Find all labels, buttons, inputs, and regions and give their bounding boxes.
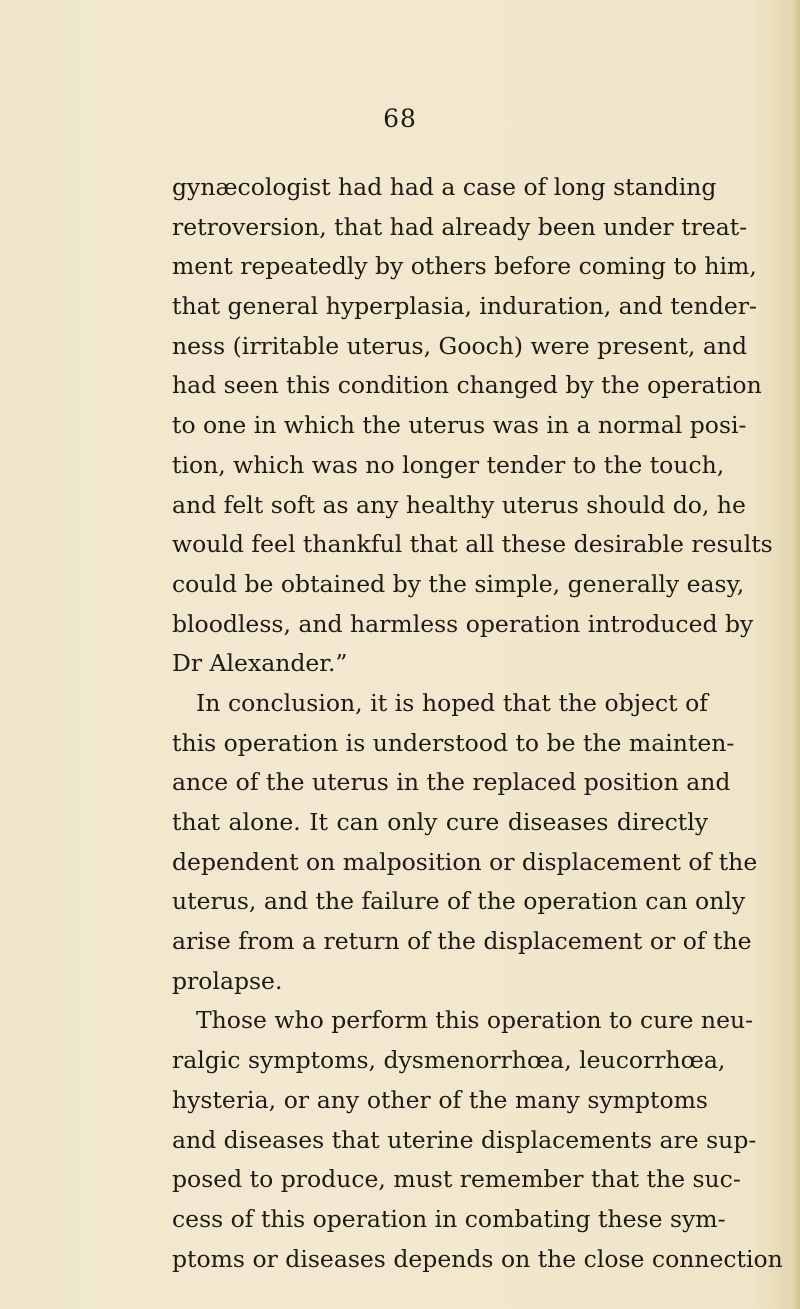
text-line: gynæcologist had had a case of long standing bbox=[172, 173, 717, 201]
text-line: uterus, and the failure of the operation can only bbox=[172, 887, 746, 916]
text-line: could be obtained by the simple, generally easy, bbox=[172, 569, 745, 598]
text-line: arise from a return of the displacement or of the bbox=[172, 927, 752, 956]
text-line: ance of the uterus in the replaced position and bbox=[172, 768, 731, 797]
text-line: hysteria, or any other of the many symptoms bbox=[172, 1085, 708, 1114]
text-line: In conclusion, it is hoped that the object of bbox=[196, 688, 708, 717]
text-line: prolapse. bbox=[172, 966, 283, 995]
body-text bbox=[172, 168, 783, 1279]
page-number: 68 bbox=[383, 104, 417, 133]
text-line: ralgic symptoms, dysmenorrhœa, leucorrhœa, bbox=[172, 1046, 726, 1075]
text-line: that alone. It can only cure diseases directly bbox=[172, 808, 708, 836]
text-line: Those who perform this operation to cure neu- bbox=[196, 1006, 754, 1035]
text-line: retroversion, that had already been under treat- bbox=[172, 212, 748, 241]
text-line: and diseases that uterine displacements are sup- bbox=[172, 1125, 757, 1154]
page-edge bbox=[792, 0, 800, 1309]
text-line: posed to produce, must remember that the suc- bbox=[172, 1165, 741, 1194]
text-line: had seen this condition changed by the operation bbox=[172, 371, 762, 400]
text-line: that general hyperplasia, induration, and tender- bbox=[172, 292, 757, 321]
text-line: cess of this operation in combating these sym- bbox=[172, 1204, 726, 1233]
text-line: ptoms or diseases depends on the close connection bbox=[172, 1244, 783, 1273]
text-line: bloodless, and harmless operation introduced by bbox=[172, 609, 754, 638]
text-line: tion, which was no longer tender to the touch, bbox=[172, 450, 725, 479]
text-line: to one in which the uterus was in a normal posi- bbox=[172, 411, 747, 440]
text-line: this operation is understood to be the mainten- bbox=[172, 728, 735, 757]
text-line: ment repeatedly by others before coming to him, bbox=[172, 252, 757, 281]
text-line: would feel thankful that all these desirable results bbox=[172, 530, 773, 559]
text-line: ness (irritable uterus, Gooch) were present, and bbox=[172, 331, 748, 360]
text-line: and felt soft as any healthy uterus should do, he bbox=[172, 490, 746, 519]
text-line: dependent on malposition or displacement of the bbox=[172, 847, 758, 876]
text-line: Dr Alexander.” bbox=[172, 649, 348, 678]
